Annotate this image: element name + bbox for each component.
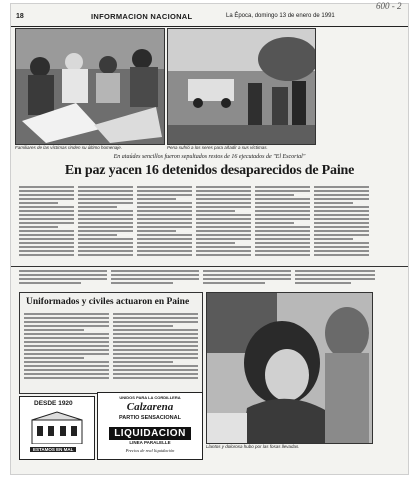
funeral-photo-right-image — [168, 29, 315, 144]
photo-caption-right: Pena sufrió a los seres para añadir a sus víctimas. — [167, 145, 268, 150]
article-2-column-1 — [24, 313, 109, 389]
ad-line-2: Precios de real liquidación — [125, 448, 175, 453]
article-column-3 — [137, 186, 192, 264]
article-kicker: En ataúdes sencillos fueron sepultados restos de 16 ejecutados de "El Escorial" — [113, 154, 306, 160]
photo-caption-left: Familiares de las víctimas rinden su último homenaje. — [15, 145, 123, 150]
ad-left-bottom-text: ESTAMOS EN MAL — [30, 447, 76, 452]
continuation-column-2 — [111, 270, 199, 290]
funeral-photo-left — [15, 28, 165, 145]
article-2-box — [19, 292, 203, 394]
article-column-1 — [19, 186, 74, 264]
mourners-photo-image — [207, 293, 372, 443]
photo-caption-bottom: Llantos y dolorosa hubo por las fosas llevadas. — [206, 444, 300, 449]
section-divider — [11, 266, 408, 267]
ad-brand: Calzarena — [126, 401, 174, 413]
article-column-4 — [196, 186, 251, 264]
article-column-5 — [255, 186, 310, 264]
article-headline: En paz yacen 16 detenidos desaparecidos de Paine — [64, 163, 355, 178]
newspaper-page — [10, 3, 409, 475]
ad-line-1: LINEA PARALELLE — [129, 440, 171, 445]
funeral-photo-right — [167, 28, 316, 145]
ad-left-top-text: DESDE 1920 — [34, 400, 73, 407]
mourners-photo — [206, 292, 373, 444]
ad-main-banner — [98, 423, 202, 441]
continuation-column-3 — [203, 270, 291, 290]
ad-center-top-text: UNIDOS PARA LA CORDILLERA — [119, 395, 181, 400]
ad-subtitle: PARTIO SENSACIONAL — [119, 415, 181, 421]
article-column-6 — [314, 186, 369, 264]
dateline: La Época, domingo 13 de enero de 1991 — [226, 13, 335, 19]
section-title: INFORMACION NACIONAL — [91, 12, 193, 21]
building-illustration — [30, 410, 84, 444]
ad-center — [97, 392, 203, 460]
continuation-column-4 — [295, 270, 375, 290]
page-number: 18 — [16, 13, 24, 20]
article-2-headline: Uniformados y civiles actuaron en Paine — [26, 297, 190, 307]
ad-left — [19, 396, 95, 460]
ad-main-text: LIQUIDACION — [109, 427, 191, 440]
continuation-column-1 — [19, 270, 107, 290]
masthead-rule — [11, 12, 408, 27]
funeral-photo-left-image — [16, 29, 164, 144]
article-2-column-2 — [113, 313, 198, 389]
handwritten-note: 600 - 2 — [376, 1, 402, 11]
article-column-2 — [78, 186, 133, 264]
